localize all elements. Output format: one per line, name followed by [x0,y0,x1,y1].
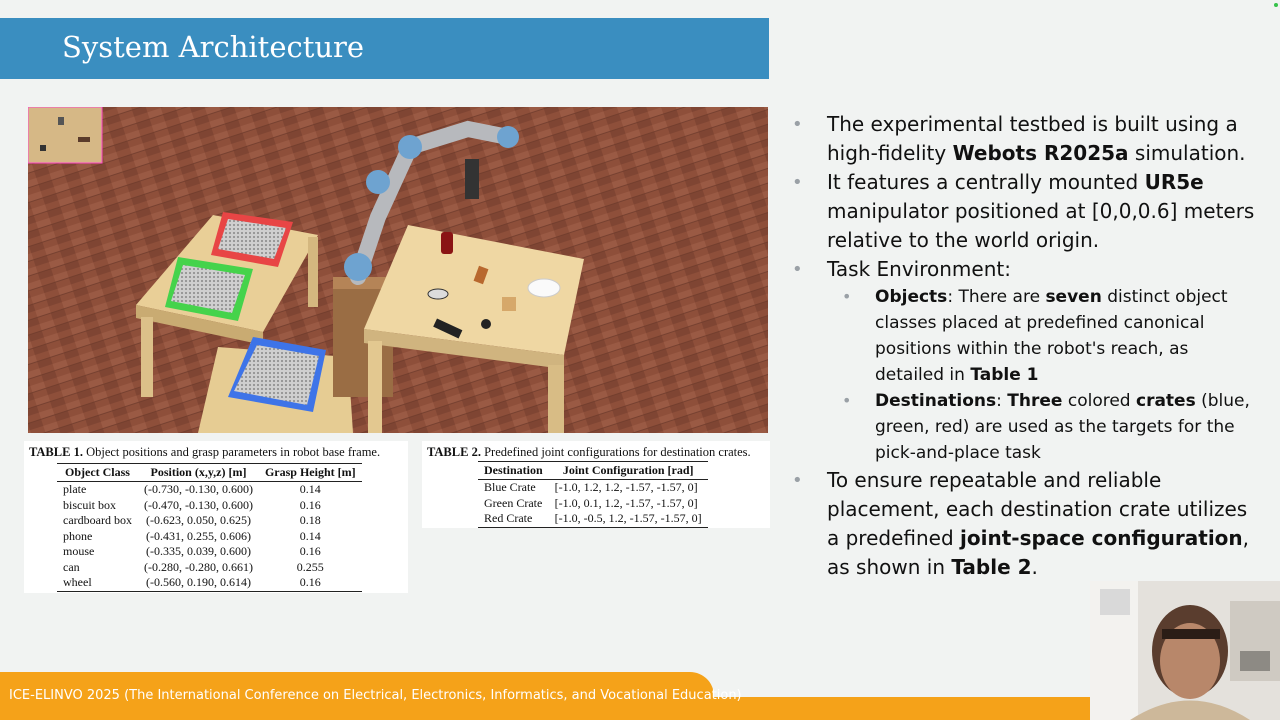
bullet-bold: Three [1007,391,1063,411]
table-row [478,496,708,512]
bullet-text: (blue, green, red) are used as the targets for the pick-and-place task [875,391,1250,463]
bullet-bold: Table 1 [970,365,1039,385]
table1-panel [24,441,408,593]
table2-caption-text: Predefined joint configurations for destination crates. [480,445,751,459]
bullet-text: manipulator positioned at [0,0,0.6] meters relative to the world origin. [827,199,1255,252]
table-cell: Red Crate [478,511,549,527]
table-row [57,544,362,560]
table-cell: (-0.623, 0.050, 0.625) [145,513,251,527]
table-cell: wheel [57,575,138,591]
table1-caption-text: Object positions and grasp parameters in robot base frame. [82,445,381,459]
table2-caption [427,445,770,460]
table-row [57,560,362,576]
bullet-text: , as shown in [827,526,1250,579]
sub-bullet-item [792,284,1262,388]
table-header-cell: Object Class [57,464,138,482]
table-header-cell: Position (x,y,z) [m] [138,464,259,482]
table-row [57,575,362,591]
table-row [57,529,362,545]
table-cell: can [63,559,80,574]
joint-config-table [478,461,708,528]
table-header-row [478,462,708,480]
table-cell: Green Crate [484,495,543,510]
table2-panel [422,441,770,528]
table-cell: 0.16 [259,575,362,591]
slide-title: System Architecture [62,30,365,64]
bullet-text: distinct object classes placed at predefined canonical positions within the robot's reach, as detailed in [875,287,1228,385]
bullet-text: . [1031,555,1038,579]
bullet-text: simulation. [1128,141,1246,165]
table-cell: (-0.470, -0.130, 0.600) [143,497,253,512]
table-row [478,480,708,496]
simulation-image [28,107,768,433]
table-cell: (-0.730, -0.130, 0.600) [143,482,253,496]
table-cell: (-0.280, -0.280, 0.661) [143,559,253,574]
bullet-list [792,110,1262,582]
bullet-text: colored [1062,391,1136,411]
object-positions-table [57,463,362,592]
slide-title-bar [0,18,769,79]
table-cell: mouse [63,544,95,558]
table-header-cell: Grasp Height [m] [259,464,362,482]
table-header-cell: Joint Configuration [rad] [549,462,708,480]
table-cell: Blue Crate [484,480,536,494]
bullet-bold: Webots R2025a [952,141,1129,165]
table-cell: (-0.335, 0.039, 0.600) [145,544,251,558]
bullet-item [792,255,1262,284]
table-cell: [-1.0, 1.2, 1.2, -1.57, -1.57, 0] [554,480,698,494]
table1-caption [29,445,408,460]
table-header-cell: Destination [478,462,549,480]
bullet-bold: UR5e [1144,170,1204,194]
presenter-webcam [1090,581,1280,720]
bullet-bold: Table 2 [951,555,1032,579]
table-cell: (-0.560, 0.190, 0.614) [138,575,259,591]
table-cell: phone [63,528,93,543]
bullet-item [792,168,1262,255]
table-row [57,498,362,514]
bullet-text: It features a centrally mounted [827,170,1145,194]
bullet-bold: Destinations [875,391,997,411]
table2-caption-label: TABLE 2. [427,445,481,459]
bullet-text: : [996,391,1008,411]
bullet-item [792,466,1262,582]
bullet-bold: Objects [875,287,948,307]
footer-text: ICE-ELINVO 2025 (The International Conference on Electrical, Electronics, Informatics, and Vocational Education) [9,688,742,703]
table-cell: 0.16 [299,544,321,558]
table1-caption-label: TABLE 1. [29,445,83,459]
bullet-bold: crates [1136,391,1196,411]
bullet-text: Task Environment: [827,257,1011,281]
bullet-bold: seven [1045,287,1102,307]
sub-bullet-item [792,388,1262,466]
bullet-bold: joint-space configuration [960,526,1243,550]
status-dot-icon [1274,3,1278,7]
table-row [57,513,362,529]
table-cell: (-0.431, 0.255, 0.606) [145,528,251,543]
table-cell: 0.16 [299,497,321,512]
table-cell: biscuit box [63,497,116,512]
bullet-text: : There are [947,287,1046,307]
table-cell: [-1.0, 0.1, 1.2, -1.57, -1.57, 0] [554,495,698,510]
table-cell: plate [63,482,87,496]
bullet-text: To ensure repeatable and reliable placement, each destination crate utilizes a predefined [827,468,1248,550]
table-row [478,511,708,527]
table-cell: cardboard box [63,513,132,527]
table-cell: 0.18 [299,513,321,527]
table-cell: 0.14 [299,528,321,543]
table-cell: 0.14 [299,482,321,496]
bullet-text: The experimental testbed is built using a high-fidelity [827,112,1238,165]
bullet-item [792,110,1262,168]
table-cell: [-1.0, -0.5, 1.2, -1.57, -1.57, 0] [549,511,708,527]
table-row [57,482,362,498]
table-cell: 0.255 [296,559,324,574]
table-header-row [57,464,362,482]
